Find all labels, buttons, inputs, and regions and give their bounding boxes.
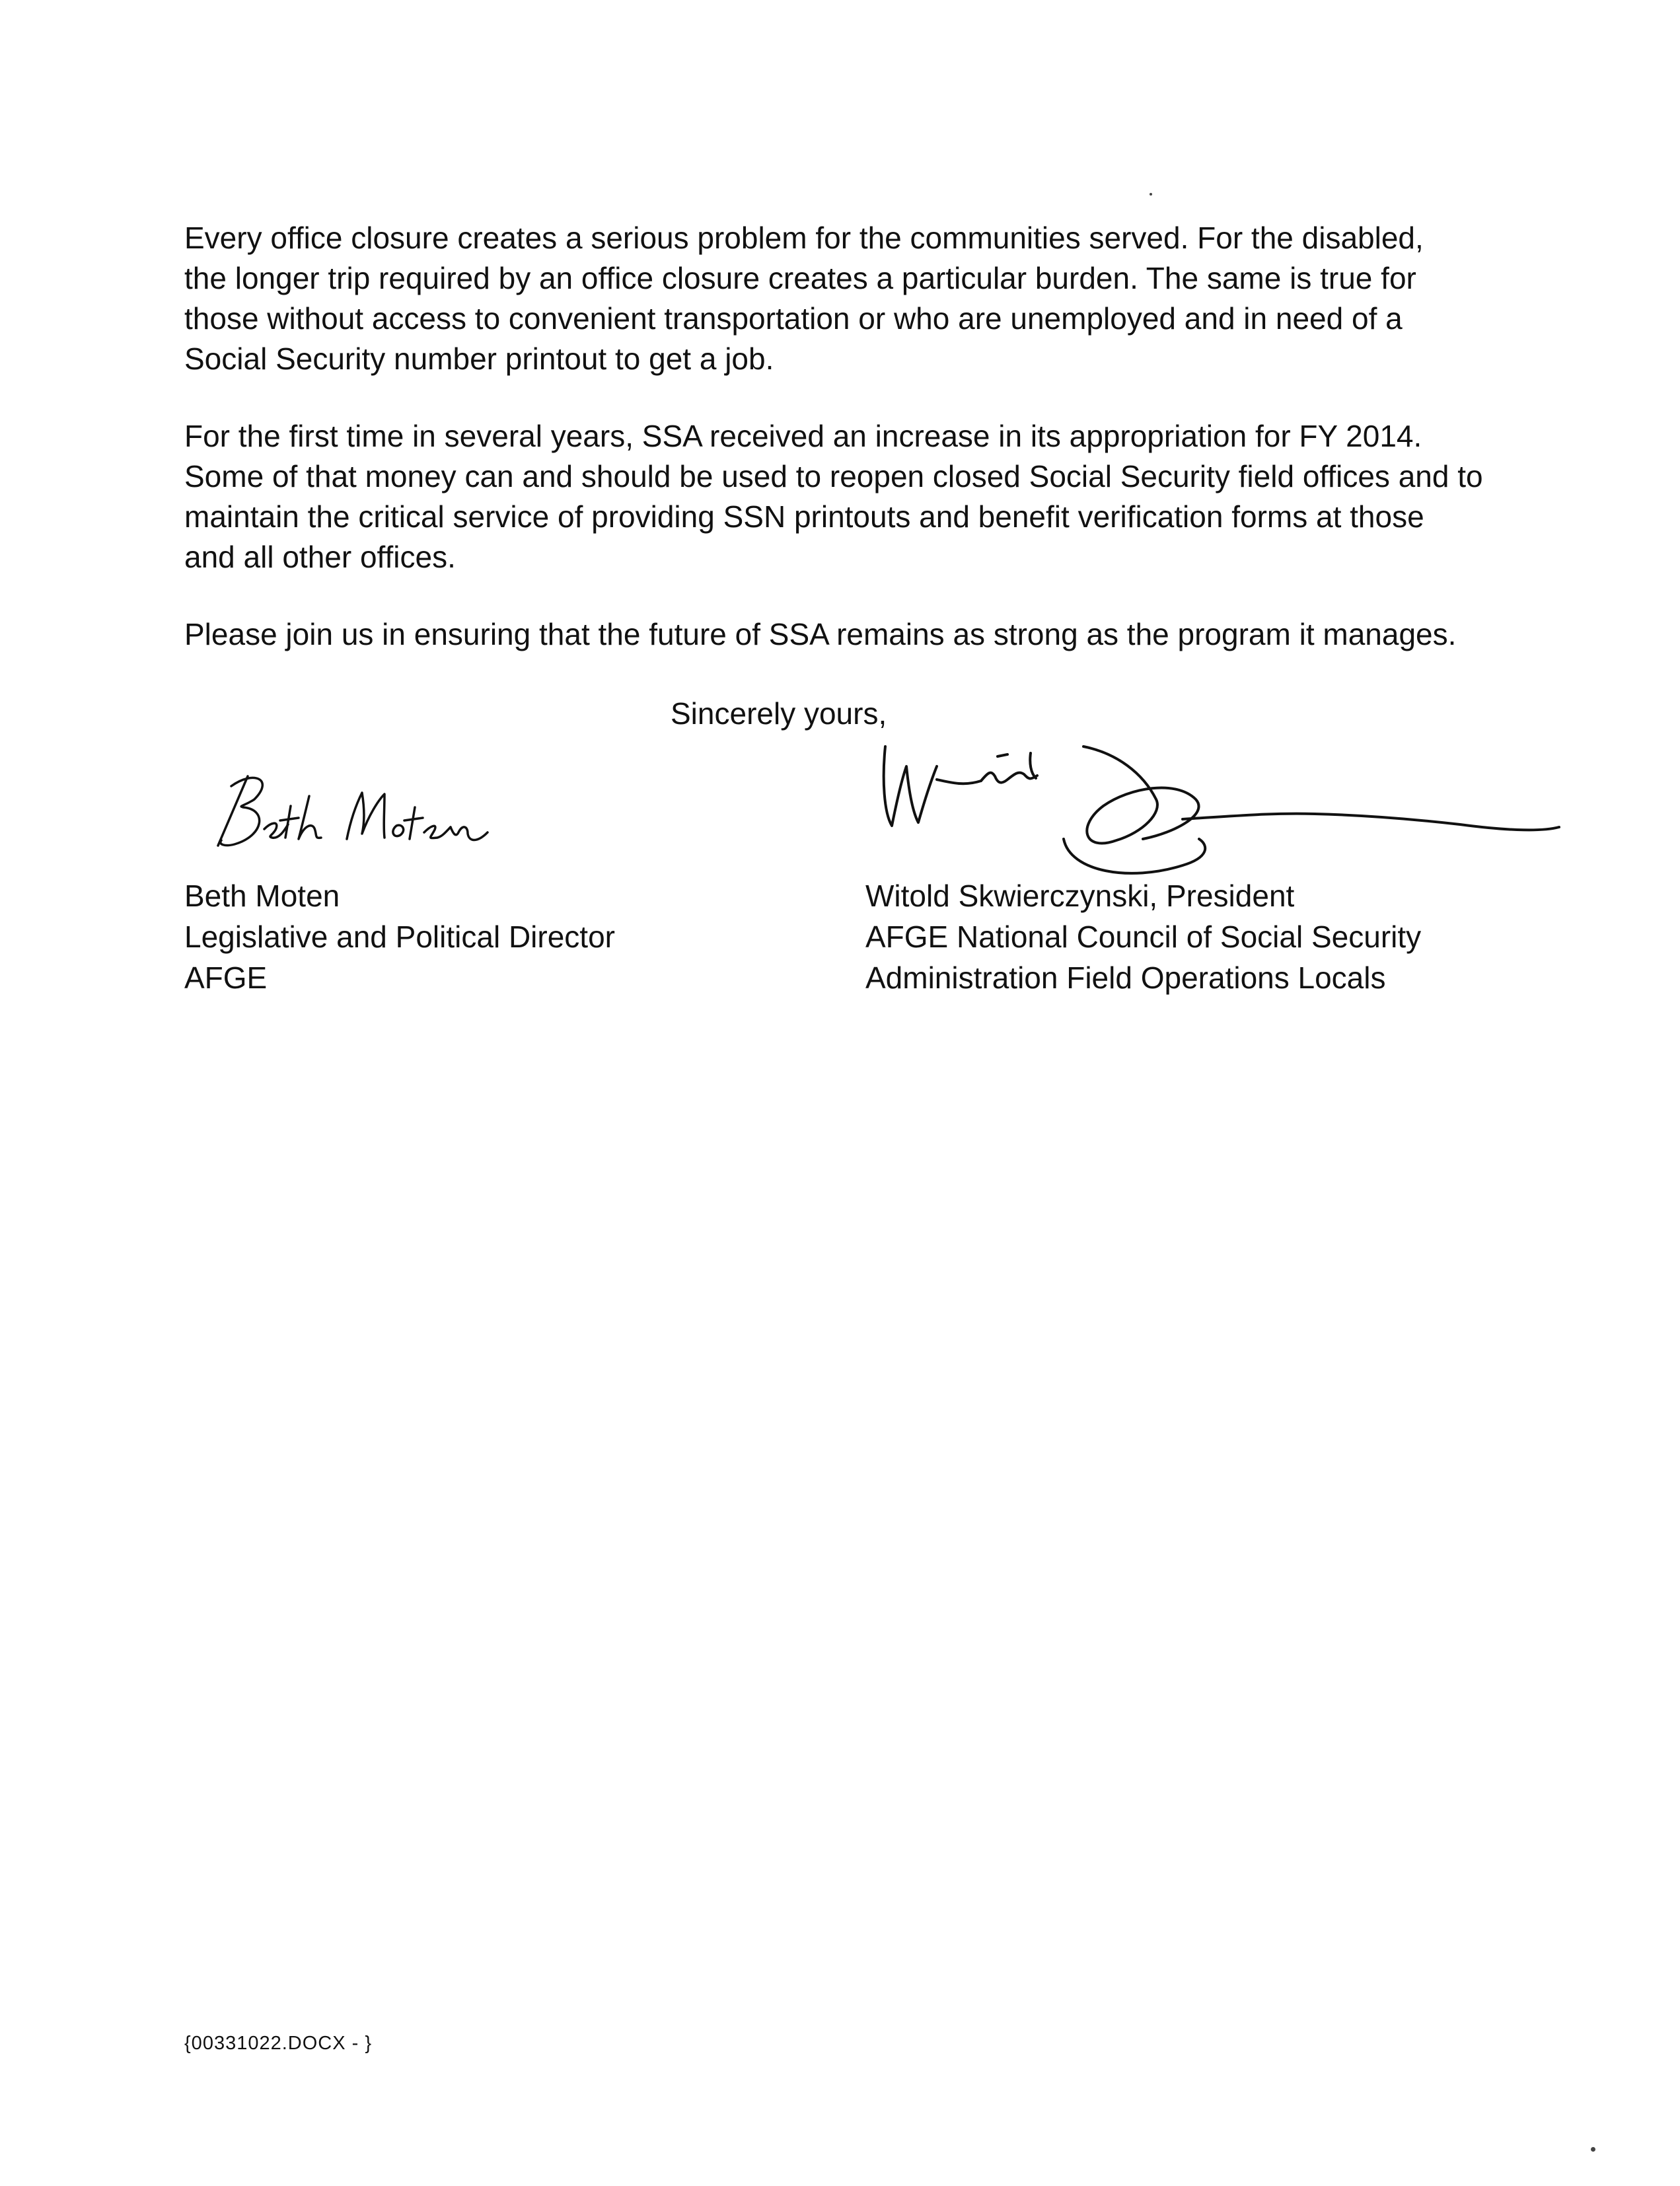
signatory-block-skwierczynski bbox=[865, 875, 1421, 998]
paragraph-join-us bbox=[184, 614, 1506, 655]
signatory-block-moten bbox=[184, 875, 615, 998]
closing-salutation: Sincerely yours, bbox=[671, 696, 887, 731]
document-footer-id: {00331022.DOCX - } bbox=[184, 2033, 373, 2054]
signatory-name: Beth Moten bbox=[184, 879, 340, 913]
signature-beth-moten bbox=[192, 760, 509, 865]
paragraph-line: For the first time in several years, SSA received an increase in its appropriation for FY 2014. bbox=[184, 419, 1422, 453]
paragraph-line: Social Security number printout to get a job. bbox=[184, 342, 774, 376]
signatory-name: Witold Skwierczynski, President bbox=[865, 879, 1295, 913]
paragraph-office-closure bbox=[184, 218, 1506, 379]
signatory-organization: AFGE National Council of Social Security bbox=[865, 920, 1422, 954]
paragraph-line: and all other offices. bbox=[184, 540, 456, 574]
signatory-title: Legislative and Political Director bbox=[184, 920, 615, 954]
scan-speck bbox=[1591, 2147, 1595, 2152]
signatory-organization: AFGE bbox=[184, 961, 268, 995]
signatory-organization-line-2: Administration Field Operations Locals bbox=[865, 961, 1386, 995]
paragraph-line: those without access to convenient transportation or who are unemployed and in need of a bbox=[184, 301, 1403, 336]
paragraph-line: Please join us in ensuring that the future of SSA remains as strong as the program it manages. bbox=[184, 617, 1457, 651]
paragraph-line: maintain the critical service of providing SSN printouts and benefit verification forms at those bbox=[184, 499, 1424, 534]
signature-witold-skwierczynski bbox=[865, 727, 1579, 892]
paragraph-line: Some of that money can and should be used to reopen closed Social Security field offices and to bbox=[184, 459, 1483, 493]
paragraph-line: Every office closure creates a serious problem for the communities served. For the disabled, bbox=[184, 221, 1424, 255]
paragraph-line: the longer trip required by an office closure creates a particular burden. The same is true for bbox=[184, 261, 1416, 295]
paragraph-appropriation bbox=[184, 416, 1506, 577]
scan-speck bbox=[1150, 193, 1152, 196]
